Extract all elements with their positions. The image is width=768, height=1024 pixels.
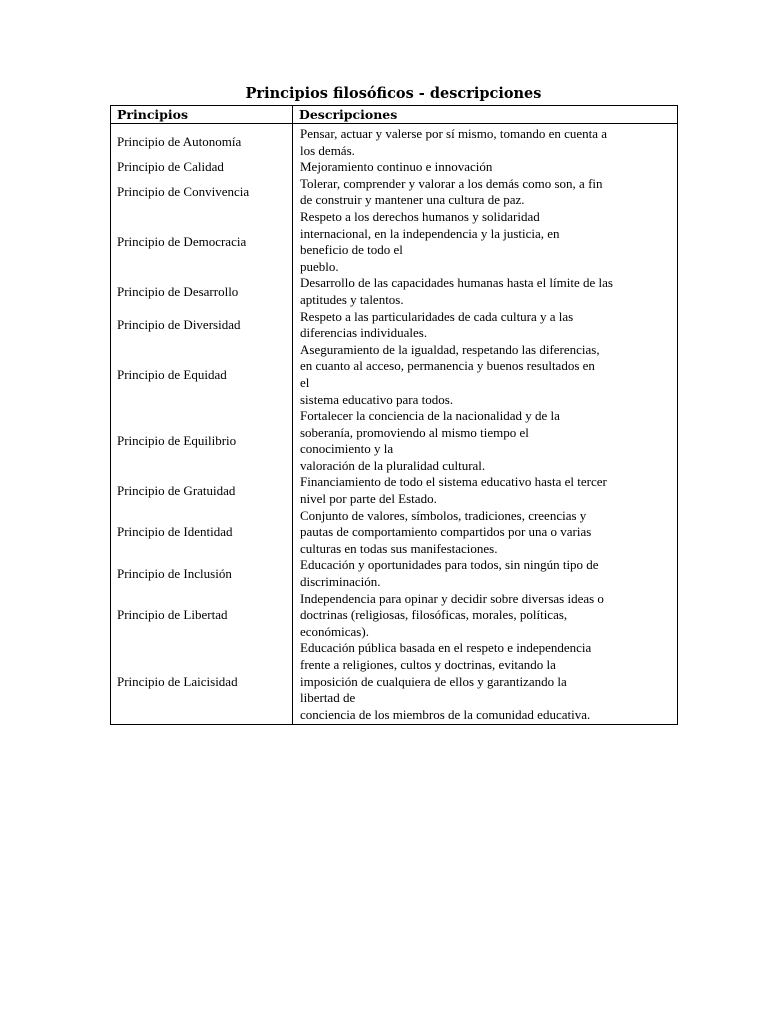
principle-name: Principio de Laicisidad: [111, 640, 293, 724]
description-line: libertad de: [300, 690, 356, 706]
principle-description: [293, 474, 678, 507]
principle-description: [293, 591, 678, 641]
description-line: Mejoramiento continuo e innovación: [300, 159, 493, 175]
description-line: Financiamiento de todo el sistema educativo hasta el tercer: [300, 474, 607, 490]
description-line: imposición de cualquiera de ellos y garantizando la: [300, 673, 567, 689]
description-line: de construir y mantener una cultura de paz.: [300, 192, 525, 208]
description-line: económicas).: [300, 623, 369, 639]
principle-description: [293, 557, 678, 590]
principle-name: Principio de Democracia: [111, 209, 293, 275]
table-row: [111, 159, 678, 176]
description-line: Independencia para opinar y decidir sobre diversas ideas o: [300, 590, 604, 606]
principle-name: Principio de Diversidad: [111, 309, 293, 342]
principle-description: [293, 124, 678, 160]
principle-description: [293, 176, 678, 209]
description-line: nivel por parte del Estado.: [300, 491, 437, 507]
principle-name: Principio de Inclusión: [111, 557, 293, 590]
principle-name: Principio de Equidad: [111, 342, 293, 408]
description-line: en cuanto al acceso, permanencia y buenos resultados en: [300, 358, 595, 374]
principle-description: [293, 275, 678, 308]
description-line: internacional, en la independencia y la justicia, en: [300, 225, 560, 241]
description-line: Conjunto de valores, símbolos, tradiciones, creencias y: [300, 507, 587, 523]
description-line: Respeto a los derechos humanos y solidaridad: [300, 208, 540, 224]
principle-name: Principio de Desarrollo: [111, 275, 293, 308]
table-row: [111, 309, 678, 342]
description-line: conocimiento y la: [300, 441, 394, 457]
description-line: valoración de la pluralidad cultural.: [300, 457, 486, 473]
table-row: [111, 342, 678, 408]
page-title: Principios filosóficos - descripciones: [245, 85, 542, 102]
description-line: pueblo.: [300, 258, 339, 274]
principle-description: [293, 508, 678, 558]
description-line: soberanía, promoviendo al mismo tiempo el: [300, 424, 529, 440]
principle-name: Principio de Equilibrio: [111, 408, 293, 474]
principle-name: Principio de Autonomía: [111, 124, 293, 160]
principle-description: [293, 209, 678, 275]
column-header-principios: Principios: [111, 106, 293, 124]
principle-name: Principio de Libertad: [111, 591, 293, 641]
table-row: [111, 557, 678, 590]
description-line: discriminación.: [300, 574, 381, 590]
principle-name: Principio de Calidad: [111, 159, 293, 176]
description-line: Aseguramiento de la igualdad, respetando las diferencias,: [300, 341, 600, 357]
table-header-row: [111, 106, 678, 124]
description-line: aptitudes y talentos.: [300, 291, 404, 307]
column-header-descripciones: Descripciones: [293, 106, 678, 124]
description-line: beneficio de todo el: [300, 242, 403, 258]
description-line: culturas en todas sus manifestaciones.: [300, 540, 498, 556]
description-line: frente a religiones, cultos y doctrinas, evitando la: [300, 657, 556, 672]
principle-name: Principio de Gratuidad: [111, 474, 293, 507]
table-row: [111, 474, 678, 507]
description-line: sistema educativo para todos.: [300, 391, 454, 407]
description-line: conciencia de los miembros de la comunidad educativa.: [300, 706, 591, 722]
principle-name: Principio de Identidad: [111, 508, 293, 558]
table-row: [111, 640, 678, 724]
principle-description: [293, 309, 678, 342]
table-row: [111, 508, 678, 558]
table-row: [111, 275, 678, 308]
description-line: Educación pública basada en el respeto e independencia: [300, 640, 592, 656]
description-line: Pensar, actuar y valerse por sí mismo, tomando en cuenta a: [300, 126, 608, 141]
description-line: Tolerar, comprender y valorar a los demás como son, a fin: [300, 175, 603, 191]
description-line: los demás.: [300, 142, 355, 158]
table-row: [111, 408, 678, 474]
principle-description: [293, 640, 678, 724]
description-line: diferencias individuales.: [300, 325, 428, 341]
principles-table: [110, 105, 678, 725]
principle-description: [293, 342, 678, 408]
table-row: [111, 124, 678, 160]
description-line: el: [300, 374, 310, 390]
description-line: Fortalecer la conciencia de la nacionalidad y de la: [300, 408, 560, 424]
description-line: pautas de comportamiento compartidos por una o varias: [300, 524, 592, 540]
principle-name: Principio de Convivencia: [111, 176, 293, 209]
table-body: [111, 124, 678, 725]
table-row: [111, 591, 678, 641]
description-line: Educación y oportunidades para todos, sin ningún tipo de: [300, 557, 599, 573]
table-row: [111, 209, 678, 275]
principle-description: [293, 408, 678, 474]
principle-description: [293, 159, 678, 176]
description-line: doctrinas (religiosas, filosóficas, morales, políticas,: [300, 607, 568, 623]
table-row: [111, 176, 678, 209]
description-line: Respeto a las particularidades de cada cultura y a las: [300, 308, 574, 324]
description-line: Desarrollo de las capacidades humanas hasta el límite de las: [300, 275, 613, 291]
